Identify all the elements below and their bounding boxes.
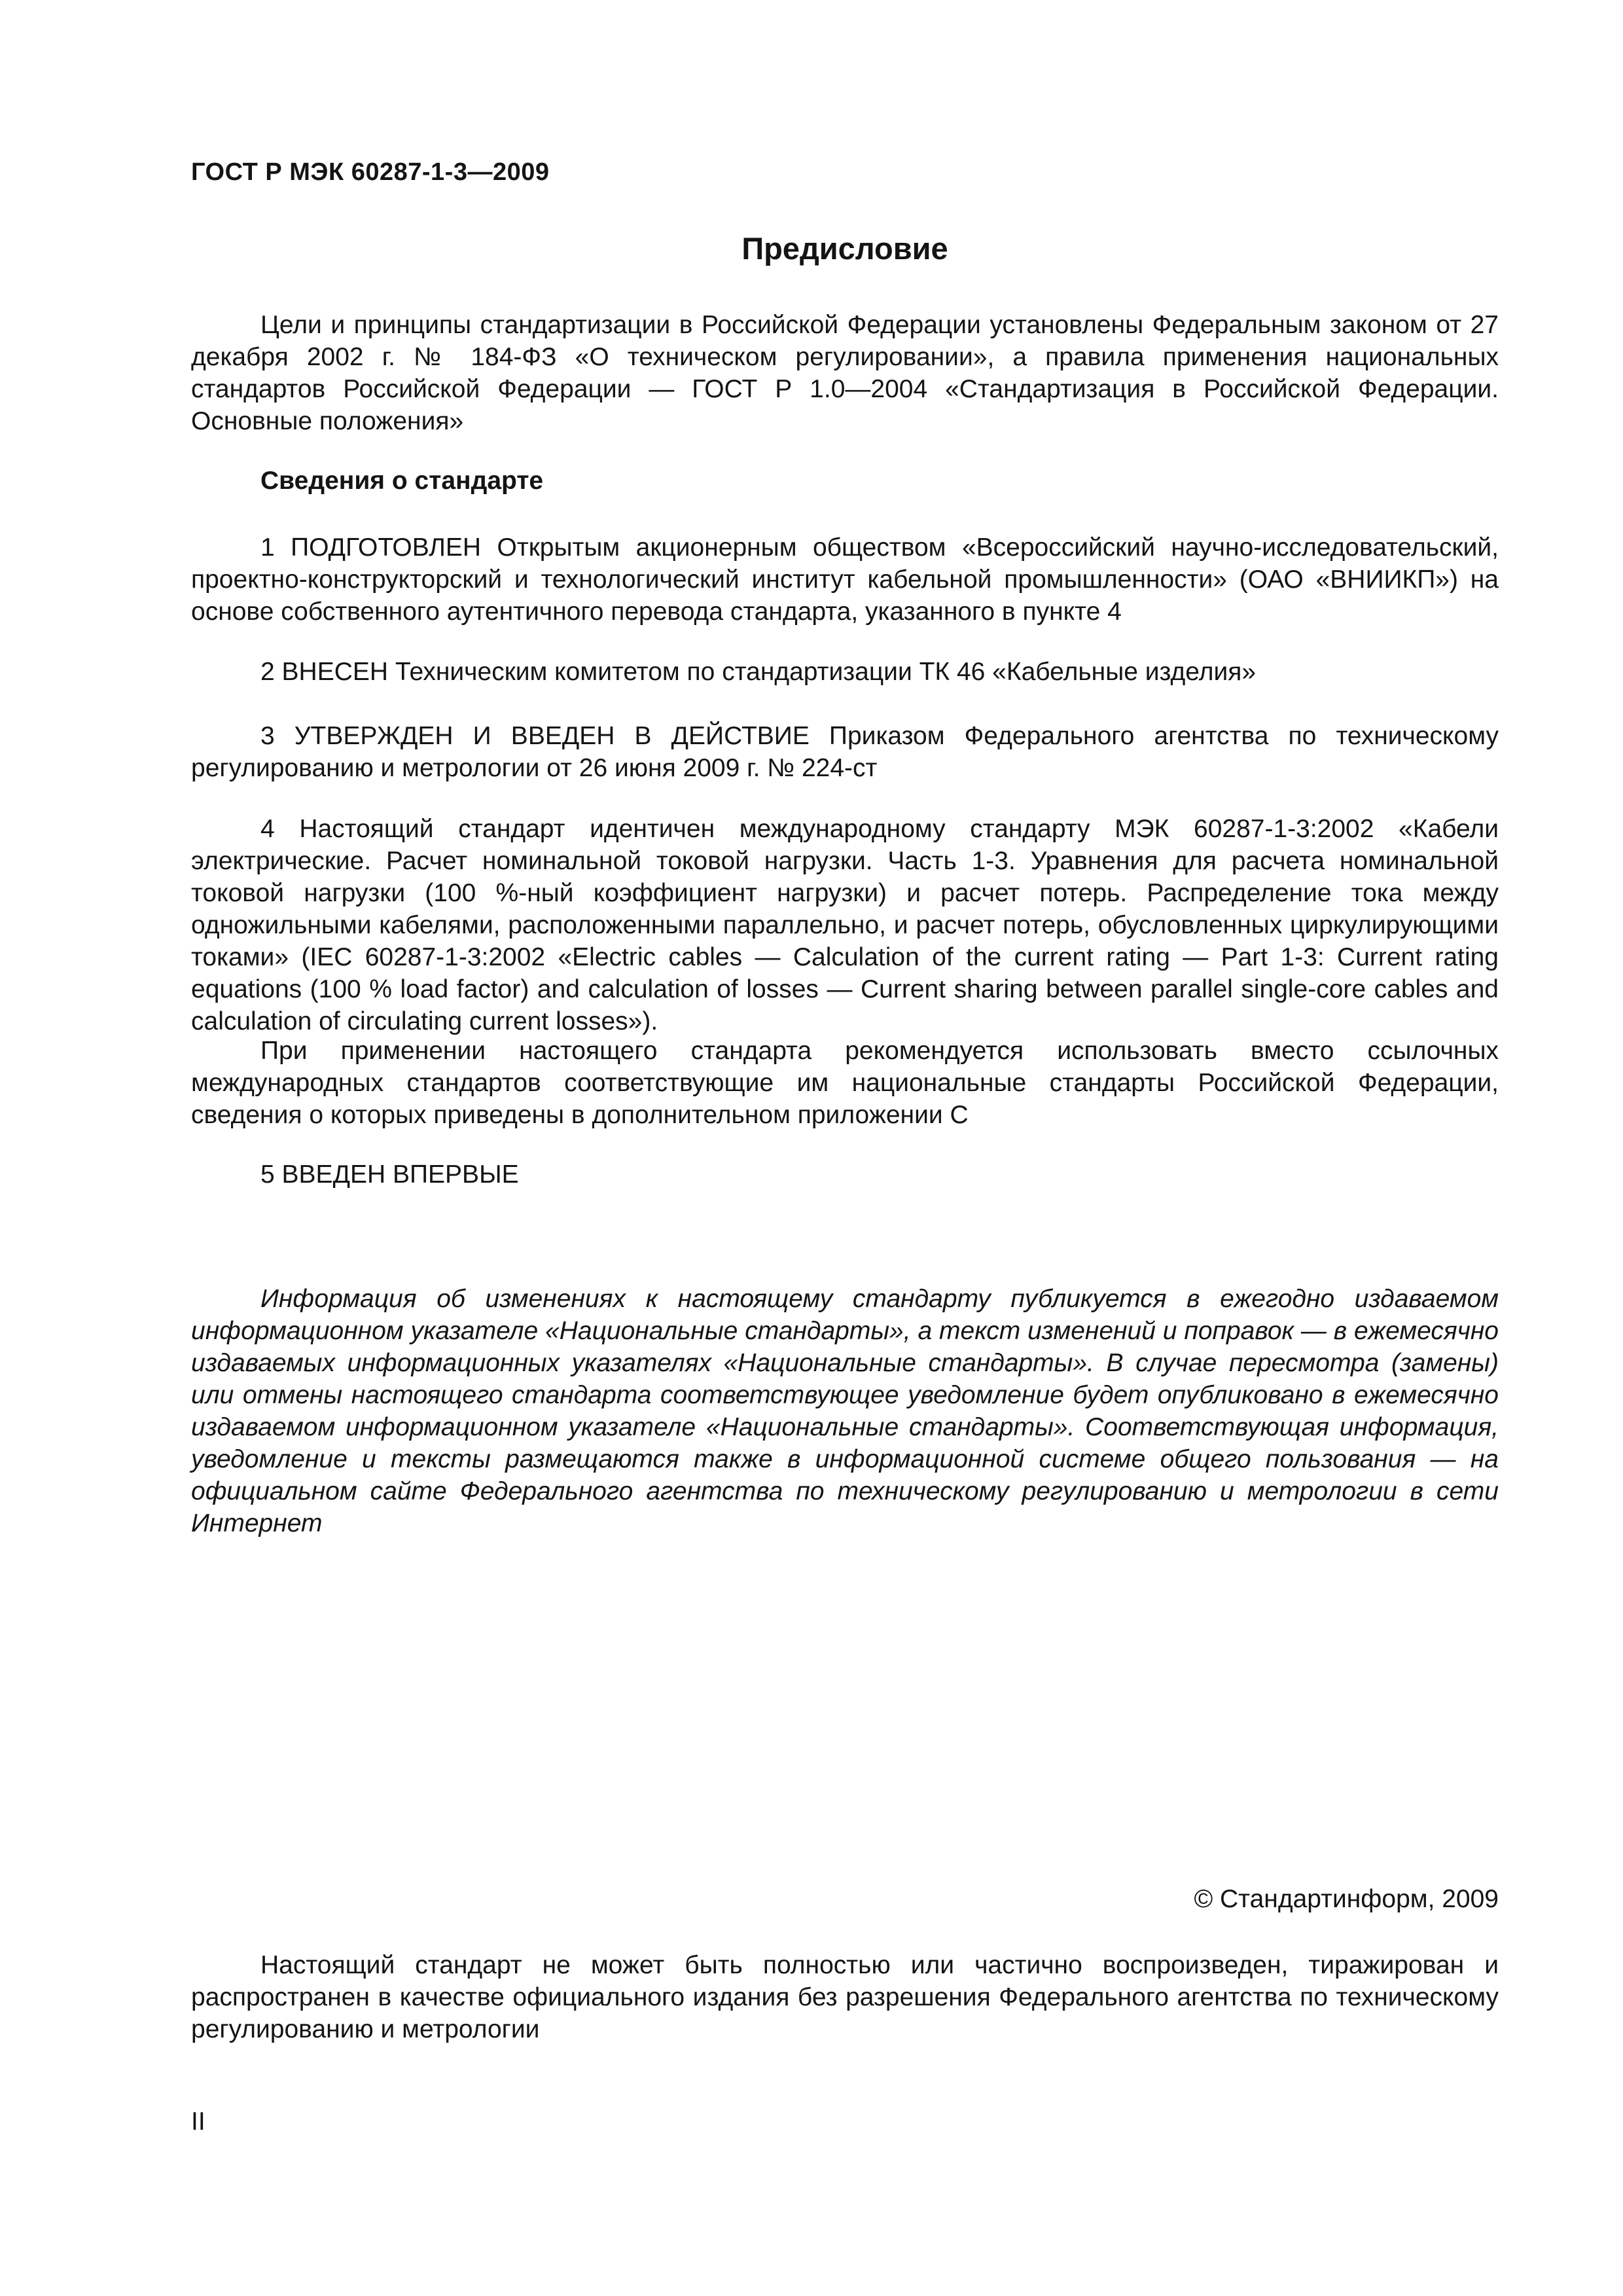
reproduction-notice: Настоящий стандарт не может быть полностью или частично воспроизведен, тиражирован и распространен в качестве официального издания без разрешения Федерального агентства по техническому регулированию и метрологии [191,1951,1499,2043]
document-code: ГОСТ Р МЭК 60287-1-3—2009 [191,158,550,186]
section-heading: Сведения о стандарте [260,467,544,495]
page-title: Предисловие [741,231,948,266]
item-4-identical: 4 Настоящий стандарт идентичен международному стандарту МЭК 60287-1-3:2002 «Кабели электрические. Расчет номинальной токовой нагрузки. Часть 1-3. Уравнения для расчета номинальной токовой нагрузки (100 %-ный коэффициент нагрузки) и расчет потерь. Распределение тока между одножильными кабелями, расположенными параллельно, и расчет потерь, обусловленных циркулирующими токами» (IEC 60287-1-3:2002 «Electric cables — Calculation of the current rating — Part 1-3: Current rating equations (100 % load factor) and calculation of losses — Current sharing between parallel single-core cables and calculation of circulating current losses»). [191,815,1499,1035]
page-number: II [191,2108,205,2136]
item-3-approved: 3 УТВЕРЖДЕН И ВВЕДЕН В ДЕЙСТВИЕ Приказом Федерального агентства по техническому регулированию и метрологии от 26 июня 2009 г. № 224-ст [191,722,1499,782]
intro-paragraph: Цели и принципы стандартизации в Российской Федерации установлены Федеральным законом от 27 декабря 2002 г. № 184-ФЗ «О техническом регулировании», а правила применения национальных стандартов Российской Федерации — ГОСТ Р 1.0—2004 «Стандартизация в Российской Федерации. Основные положения» [191,311,1499,435]
change-notice: Информация об изменениях к настоящему стандарту публикуется в ежегодно издаваемом информационном указателе «Национальные стандарты», а текст изменений и поправок — в ежемесячно издаваемых информационных указателях «Национальные стандарты». В случае пересмотра (замены) или отмены настоящего стандарта соответствующее уведомление будет опубликовано в ежемесячно издаваемом информационном указателе «Национальные стандарты». Соответствующая информация, уведомление и тексты размещаются также в информационной системе общего пользования — на официальном сайте Федерального агентства по техническому регулированию и метрологии в сети Интернет [191,1285,1499,1537]
item-4-recommendation: При применении настоящего стандарта рекомендуется использовать вместо ссылочных международных стандартов соответствующие им национальные стандарты Российской Федерации, сведения о которых приведены в дополнительном приложении С [191,1037,1499,1129]
copyright: © Стандартинформ, 2009 [1194,1885,1499,1913]
item-5-first-introduced: 5 ВВЕДЕН ВПЕРВЫЕ [260,1160,519,1189]
item-2-introduced: 2 ВНЕСЕН Техническим комитетом по стандартизации ТК 46 «Кабельные изделия» [260,658,1257,686]
item-1-prepared: 1 ПОДГОТОВЛЕН Открытым акционерным обществом «Всероссийский научно-исследовательский, проектно-конструкторский и технологический институт кабельной промышленности» (ОАО «ВНИИКП») на основе собственного аутентичного перевода стандарта, указанного в пункте 4 [191,533,1499,626]
